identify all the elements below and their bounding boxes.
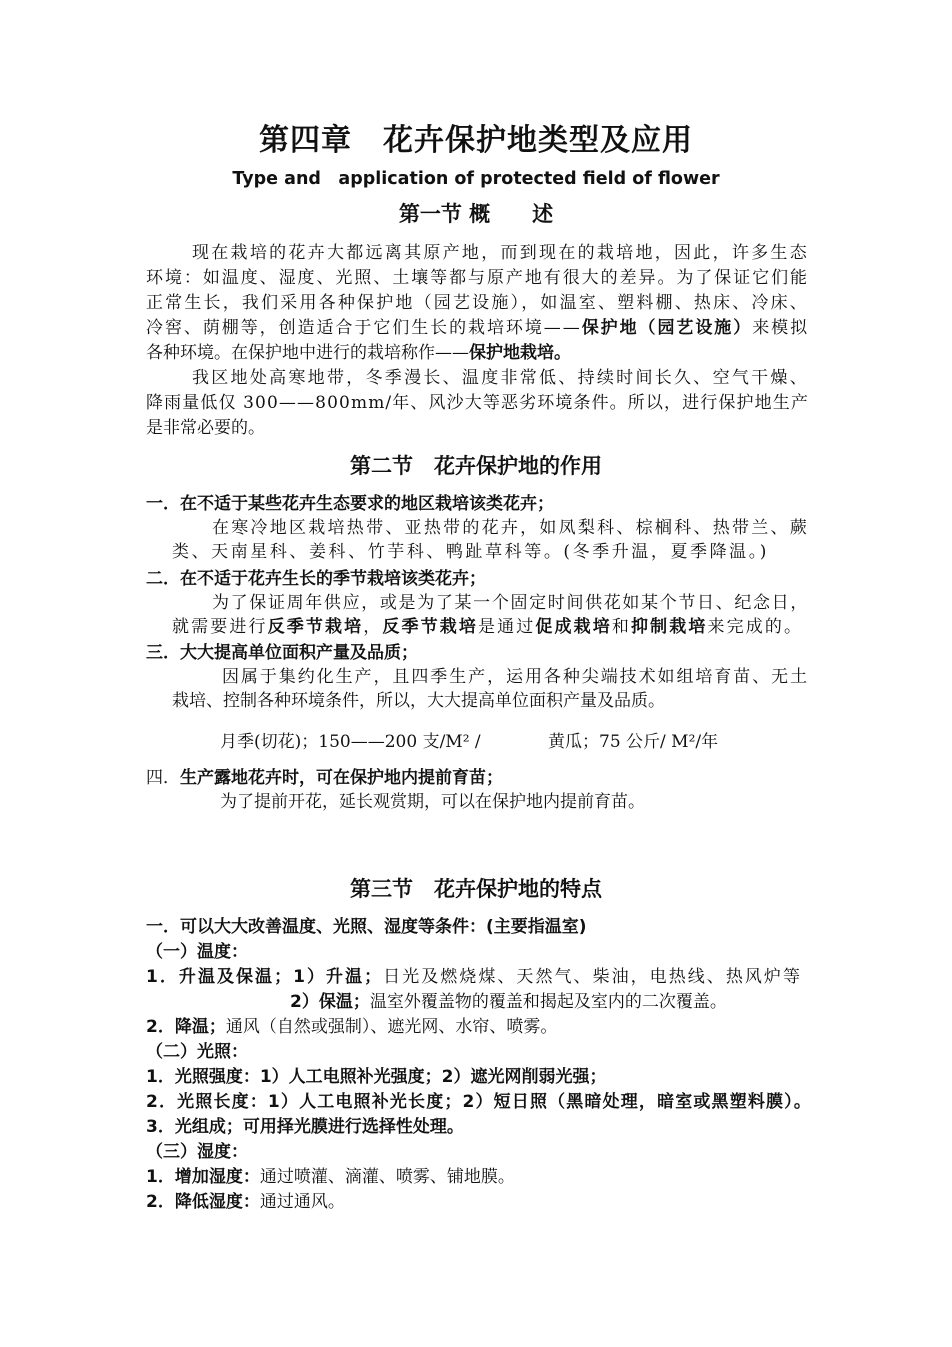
text-run: 是通过: [477, 617, 536, 637]
text-run: 1．增加湿度：: [146, 1167, 260, 1187]
section3-temp-line1: [146, 966, 802, 988]
section3-sub-temperature: （一）温度：: [146, 942, 248, 962]
section3-temp-line2: [290, 991, 727, 1013]
section2-item4-line: 为了提前开花，延长观赏期，可以在保护地内提前育苗。: [220, 792, 645, 812]
section2-item1-title: 一．在不适于某些花卉生态要求的地区栽培该类花卉；: [146, 494, 554, 514]
section2-item2-title: 二．在不适于花卉生长的季节栽培该类花卉；: [146, 569, 486, 589]
section1-p1-line5: [146, 342, 571, 364]
text-run: 1．升温及保温；1）升温；: [146, 967, 384, 987]
section1-p2-line2: 降雨量低仅 300——800mm/年、风沙大等恶劣环境条件。所以，进行保护地生产: [146, 393, 809, 413]
term-protected-cultivation: 保护地栽培。: [469, 343, 571, 363]
section3-light-line2: 2．光照长度：1）人工电照补光长度；2）短日照（黑暗处理，暗室或黑塑料膜）。: [146, 1092, 812, 1112]
section1-p1-line1: 现在栽培的花卉大都远离其原产地，而到现在的栽培地，因此，许多生态: [192, 243, 809, 263]
section2-example-rose: 月季(切花)；150——200 支/M² /: [220, 732, 481, 752]
text-run: 通过通风。: [259, 1192, 345, 1212]
section2-heading: 第二节 花卉保护地的作用: [350, 453, 602, 478]
text-run: 2．降低湿度：: [146, 1192, 260, 1212]
text-run: 和: [611, 617, 631, 637]
section3-temp-line3: [146, 1016, 557, 1038]
section3-light-line3: 3．光组成；可用择光膜进行选择性处理。: [146, 1117, 464, 1137]
section3-sub-humidity: （三）湿度：: [146, 1142, 248, 1162]
chapter-subtitle: Type and application of protected field of flower: [232, 169, 720, 189]
section2-item1-line1: 在寒冷地区栽培热带、亚热带的花卉，如凤梨科、棕榈科、热带兰、蕨: [212, 518, 809, 538]
section1-heading: 第一节 概 述: [398, 201, 554, 226]
section2-item3-line1: 因属于集约化生产，且四季生产，运用各种尖端技术如组培育苗、无土: [222, 667, 809, 687]
section2-item4-title: [146, 767, 503, 789]
text-run: 冷窖、荫棚等，创造适合于它们生长的栽培环境——: [146, 318, 582, 338]
section2-item2-line1: 为了保证周年供应，或是为了某一个固定时间供花如某个节日、纪念日，: [212, 593, 809, 613]
text-run: 日光及燃烧煤、天然气、柴油，电热线、热风炉等: [383, 967, 802, 987]
text-run: 就需要进行: [172, 617, 268, 637]
text-run: 生产露地花卉时，可在保护地内提前育苗；: [180, 768, 503, 788]
section1-p2-line3: 是非常必要的。: [146, 418, 265, 438]
term-protected-field: 保护地（园艺设施）: [581, 318, 753, 338]
section2-item3-line2: 栽培、控制各种环境条件，所以，大大提高单位面积产量及品质。: [172, 691, 665, 711]
text-run: 2．降温；: [146, 1017, 226, 1037]
section2-example-cucumber: 黄瓜；75 公斤/ M²/年: [548, 732, 719, 752]
section3-humidity-line1: [146, 1166, 515, 1188]
section3-heading: 第三节 花卉保护地的特点: [350, 876, 602, 901]
section1-p2-line1: 我区地处高寒地带，冬季漫长、温度非常低、持续时间长久、空气干燥、: [192, 368, 809, 388]
section2-item2-line2: [172, 616, 803, 638]
text-run: 通过喷灌、滴灌、喷雾、铺地膜。: [259, 1167, 515, 1187]
item-number: 四．: [146, 768, 180, 788]
text-run: 各种环境。在保护地中进行的栽培称作——: [146, 343, 469, 363]
section1-p1-line4: [146, 317, 809, 339]
section3-sub-light: （二）光照：: [146, 1042, 248, 1062]
section2-item1-line2: 类、天南星科、姜科、竹芋科、鸭趾草科等。(冬季升温，夏季降温。): [172, 542, 769, 562]
section1-p1-line2: 环境：如温度、湿度、光照、土壤等都与原产地有很大的差异。为了保证它们能: [146, 268, 809, 288]
section2-item3-title: 三．大大提高单位面积产量及品质；: [146, 643, 418, 663]
section3-humidity-line2: [146, 1191, 345, 1213]
text-run: ，: [363, 617, 383, 637]
text-run: 通风（自然或强制）、遮光网、水帘、喷雾。: [225, 1017, 558, 1037]
text-run: 来模拟: [752, 318, 810, 338]
section3-point1: 一．可以大大改善温度、光照、湿度等条件：(主要指温室): [146, 917, 587, 937]
text-run: 来完成的。: [707, 617, 804, 637]
section1-p1-line3: 正常生长，我们采用各种保护地（园艺设施），如温室、塑料棚、热床、冷床、: [146, 293, 809, 313]
term-off-season: 反季节栽培: [267, 617, 364, 637]
text-run: 温室外覆盖物的覆盖和揭起及室内的二次覆盖。: [369, 992, 727, 1012]
term-forcing: 促成栽培: [535, 617, 612, 637]
section3-light-line1: 1．光照强度：1）人工电照补光强度；2）遮光网削弱光强；: [146, 1067, 607, 1087]
text-run: 2）保温；: [290, 992, 370, 1012]
term-off-season: 反季节栽培: [382, 617, 478, 637]
chapter-title: 第四章 花卉保护地类型及应用: [259, 123, 693, 158]
term-retarding: 抑制栽培: [630, 617, 708, 637]
